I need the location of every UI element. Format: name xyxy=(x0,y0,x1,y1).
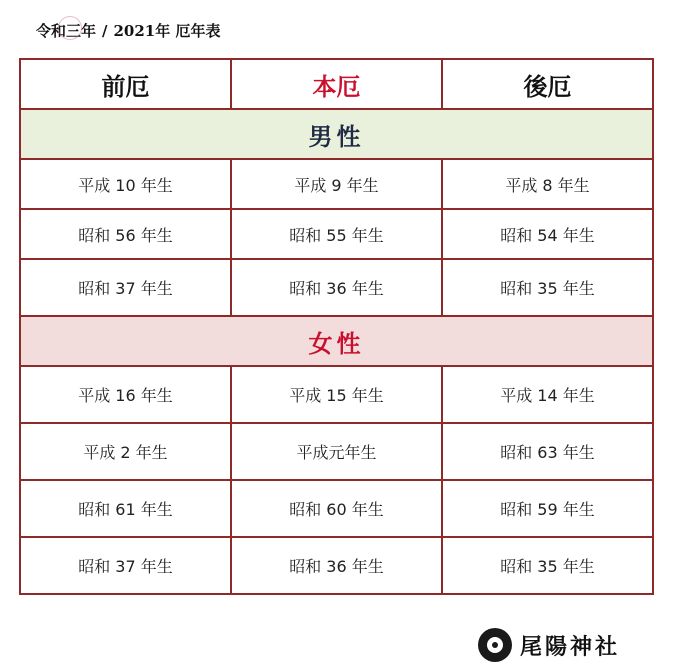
table-cell: 平成 8 年生 xyxy=(442,159,653,209)
table-cell: 昭和 36 年生 xyxy=(231,537,442,594)
table-cell: 昭和 56 年生 xyxy=(20,209,231,259)
table-row xyxy=(20,423,653,480)
table-cell: 平成 9 年生 xyxy=(231,159,442,209)
table-row xyxy=(20,366,653,423)
table-cell: 昭和 35 年生 xyxy=(442,537,653,594)
table-row xyxy=(20,480,653,537)
table-cell: 昭和 59 年生 xyxy=(442,480,653,537)
column-header-atoyaku: 後厄 xyxy=(442,59,653,109)
table-cell: 昭和 63 年生 xyxy=(442,423,653,480)
title-label: 厄年表 xyxy=(175,22,221,40)
table-cell: 平成 15 年生 xyxy=(231,366,442,423)
column-header-honyaku: 本厄 xyxy=(231,59,442,109)
table-row xyxy=(20,259,653,316)
table-row xyxy=(20,537,653,594)
section-header-male xyxy=(20,109,653,159)
table-cell: 昭和 36 年生 xyxy=(231,259,442,316)
table-cell: 昭和 61 年生 xyxy=(20,480,231,537)
section-header-female xyxy=(20,316,653,366)
table-cell: 平成 14 年生 xyxy=(442,366,653,423)
table-cell: 平成 16 年生 xyxy=(20,366,231,423)
title-era: 令和三年 xyxy=(36,22,97,40)
table-cell: 平成元年生 xyxy=(231,423,442,480)
table-cell: 昭和 35 年生 xyxy=(442,259,653,316)
shrine-footer xyxy=(478,628,620,662)
table-cell: 昭和 54 年生 xyxy=(442,209,653,259)
table-cell: 平成 2 年生 xyxy=(20,423,231,480)
table-cell: 昭和 60 年生 xyxy=(231,480,442,537)
table-cell: 平成 10 年生 xyxy=(20,159,231,209)
title-year: 2021年 xyxy=(113,22,171,40)
table-cell: 昭和 37 年生 xyxy=(20,259,231,316)
table-cell: 昭和 55 年生 xyxy=(231,209,442,259)
yakudoshi-table xyxy=(19,58,654,595)
shrine-name: 尾陽神社 xyxy=(520,633,621,660)
table-row xyxy=(20,209,653,259)
shrine-crest-icon xyxy=(478,628,512,662)
column-header-row xyxy=(20,59,653,109)
title-separator: / xyxy=(102,22,108,40)
section-title-male: 男性 xyxy=(20,109,653,159)
page-title xyxy=(36,20,221,41)
section-title-female: 女性 xyxy=(20,316,653,366)
stamp-icon xyxy=(58,16,82,40)
table-cell: 昭和 37 年生 xyxy=(20,537,231,594)
column-header-maeyaku: 前厄 xyxy=(20,59,231,109)
table-row xyxy=(20,159,653,209)
